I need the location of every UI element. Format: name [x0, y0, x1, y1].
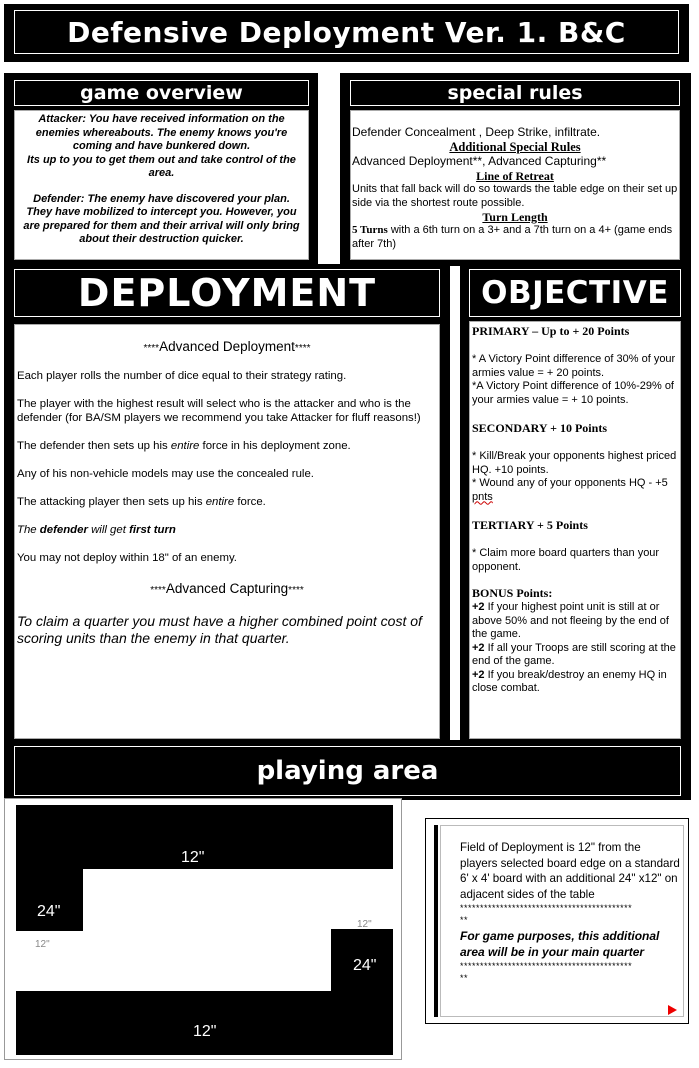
- board-label-top: 12": [181, 849, 205, 866]
- deploy-p4: Any of his non-vehicle models may use the concealed rule.: [17, 468, 314, 480]
- deploy-p6-d: first turn: [129, 524, 176, 536]
- adv-deploy-stars-right: ****: [294, 343, 311, 354]
- playing-area-heading: playing area: [256, 756, 439, 786]
- deploy-p7: You may not deploy within 18" of an enemy.: [17, 552, 237, 564]
- defender-text: Defender: The enemy have discovered your plan. They have mobilized to intercept you. However, you are prepared for them and their arrival will only bring about their destruction quicker.: [23, 192, 300, 245]
- secondary-heading: SECONDARY + 10 Points: [472, 421, 607, 435]
- special-rules-section: [340, 73, 691, 266]
- special-rules-heading: special rules: [447, 82, 583, 104]
- board-label-left: 24": [37, 903, 61, 920]
- board-diagram: [4, 798, 402, 1060]
- deployment-panel: [14, 324, 440, 739]
- attacker-text-2: Its up to you to get them out and take control of the area.: [27, 153, 296, 179]
- adv-capture-stars-right: ****: [288, 585, 304, 596]
- game-overview-panel: [14, 110, 309, 260]
- deploy-p5-b: entire: [205, 496, 235, 508]
- game-overview-heading-box: [14, 80, 309, 106]
- bonus-item-1-points: +2: [472, 601, 485, 613]
- primary-heading: PRIMARY – Up to + 20 Points: [472, 324, 630, 338]
- deploy-p5-c: force.: [234, 496, 266, 508]
- board-label-bottom: 12": [193, 1023, 217, 1040]
- bonus-item-1: [472, 601, 679, 642]
- tertiary-heading: TERTIARY + 5 Points: [472, 518, 588, 532]
- game-overview-section: [4, 73, 318, 266]
- adv-deploy-title: Advanced Deployment: [159, 339, 295, 354]
- deploy-p6-c: will get: [87, 524, 130, 536]
- title-banner: [4, 4, 689, 62]
- board-label-left-small: 12": [35, 939, 50, 950]
- game-overview-heading: game overview: [80, 82, 243, 104]
- deploy-p3-c: force in his deployment zone.: [199, 440, 351, 452]
- turn-length-heading: Turn Length: [482, 210, 548, 224]
- left-extension-zone: [16, 867, 83, 931]
- turn-length-detail: with a 6th turn on a 3+ and a 7th turn on a 4+ (game ends after 7th): [352, 224, 673, 250]
- deployment-section: [4, 264, 450, 742]
- deploy-p5-a: The attacking player then sets up his: [17, 496, 206, 508]
- note-text: Field of Deployment is 12" from the players selected board edge on a standard 6' x 4' board with an additional 24" x12" on adjacent sides of the table: [460, 841, 680, 901]
- deploy-p6: [17, 523, 437, 537]
- playing-area-banner: [4, 740, 691, 800]
- note-left-bar: [434, 825, 438, 1017]
- playing-area-heading-box: [14, 746, 681, 796]
- bonus-item-1-text: If your highest point unit is still at or above 50% and not fleeing by the end of the game.: [472, 601, 669, 640]
- special-rules-panel: [350, 110, 680, 260]
- bonus-item-3-text: If you break/destroy an enemy HQ in close combat.: [472, 668, 667, 694]
- turn-length-text: [352, 224, 678, 251]
- objective-heading: OBJECTIVE: [481, 275, 669, 311]
- adv-capture-heading: [17, 581, 437, 599]
- objective-section: [460, 264, 691, 742]
- top-deployment-zone: [16, 805, 393, 869]
- note-panel: [425, 818, 689, 1024]
- deploy-p5: [17, 495, 437, 509]
- deploy-p1: Each player rolls the number of dice equal to their strategy rating.: [17, 370, 347, 382]
- attacker-text: Attacker: You have received information on the enemies whereabouts. The enemy knows you're coming and have bunkered down.: [35, 113, 288, 152]
- objective-panel: [469, 321, 681, 739]
- turn-length-bold: 5 Turns: [352, 224, 388, 236]
- page-title: Defensive Deployment Ver. 1. B&C: [67, 15, 626, 49]
- retreat-heading: Line of Retreat: [476, 169, 554, 183]
- primary-item-2: *A Victory Point difference of 10%-29% of your armies value = + 10 points.: [472, 380, 674, 406]
- deploy-p3-a: The defender then sets up his: [17, 440, 171, 452]
- secondary-item-1: * Kill/Break your opponents highest priced HQ. +10 points.: [472, 450, 677, 476]
- bonus-item-2-points: +2: [472, 641, 485, 654]
- deploy-p6-a: The: [17, 524, 40, 536]
- deploy-p3: [17, 439, 437, 453]
- adv-deploy-stars-left: ****: [143, 343, 160, 354]
- adv-capture-title: Advanced Capturing: [165, 581, 289, 596]
- bonus-item-2-text: If all your Troops are still scoring at the end of the game.: [472, 641, 676, 667]
- capture-text: To claim a quarter you must have a higher combined point cost of scoring units than the enemy in that quarter.: [17, 613, 422, 646]
- special-rules-heading-box: [350, 80, 680, 106]
- bonus-item-3: [472, 669, 679, 696]
- additional-rules-heading: Additional Special Rules: [449, 140, 581, 154]
- title-box: [14, 10, 679, 54]
- special-rules-line2: Advanced Deployment**, Advanced Capturing**: [352, 154, 607, 168]
- bonus-item-3-points: +2: [472, 668, 485, 681]
- adv-capture-stars-left: ****: [150, 585, 166, 596]
- note-inner: [440, 825, 684, 1017]
- deploy-p3-b: entire: [170, 440, 200, 452]
- retreat-text: Units that fall back will do so towards the table edge on their set up side via the shortest route possible.: [352, 183, 678, 209]
- note-stars-1b: **: [460, 915, 469, 925]
- note-stars-2b: **: [460, 973, 469, 983]
- note-text-2: For game purposes, this additional area will be in your main quarter: [460, 929, 660, 959]
- bonus-heading: BONUS Points:: [472, 586, 553, 600]
- note-stars-2: *******************************************: [460, 961, 633, 971]
- bonus-item-2: [472, 642, 679, 669]
- deploy-p6-b: defender: [39, 524, 88, 536]
- secondary-item-2: [472, 477, 679, 504]
- deploy-p2: The player with the highest result will select who is the attacker and who is the defender (for BA/SM players we recommend you take Attacker for fluff reasons!): [17, 398, 421, 424]
- secondary-item-2-b: pnts: [472, 490, 493, 503]
- secondary-item-2-a: * Wound any of your opponents HQ - +5: [472, 477, 668, 489]
- board-label-right: 24": [353, 957, 377, 974]
- special-rules-line1: Defender Concealment , Deep Strike, infiltrate.: [352, 125, 601, 139]
- note-stars-1: *******************************************: [460, 903, 633, 913]
- tertiary-item-1: * Claim more board quarters than your opponent.: [472, 547, 660, 573]
- deployment-heading-box: [14, 269, 440, 317]
- adv-deploy-heading: [17, 339, 437, 357]
- objective-heading-box: [469, 269, 681, 317]
- deployment-heading: DEPLOYMENT: [77, 271, 377, 315]
- primary-item-1: * A Victory Point difference of 30% of your armies value = + 20 points.: [472, 353, 676, 379]
- scroll-arrow-icon[interactable]: [668, 1005, 677, 1015]
- board-label-right-small: 12": [357, 919, 372, 930]
